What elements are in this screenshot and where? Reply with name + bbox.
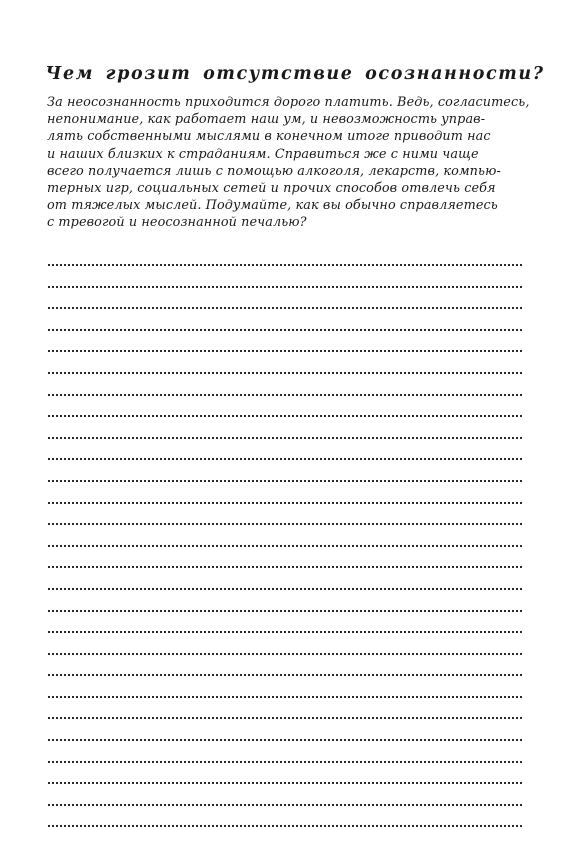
paragraph-line: За неосознанность приходится дорого платить. Ведь, согласитесь, [47, 95, 530, 110]
dotted-answer-line[interactable] [48, 588, 522, 590]
dotted-answer-line[interactable] [48, 804, 522, 806]
dotted-answer-line[interactable] [48, 480, 522, 482]
dotted-answer-line[interactable] [48, 286, 522, 288]
page-title: Чем грозит отсутствие осознанности? [45, 64, 545, 84]
dotted-answer-line[interactable] [48, 523, 522, 525]
paragraph-line: от тяжелых мыслей. Подумайте, как вы обычно справляетесь [47, 198, 498, 214]
paragraph-line: непонимание, как работает наш ум, и невозможность управ- [47, 112, 486, 128]
dotted-answer-line[interactable] [48, 458, 522, 460]
dotted-answer-line[interactable] [48, 653, 522, 655]
dotted-answer-line[interactable] [48, 502, 522, 504]
dotted-answer-line[interactable] [48, 350, 522, 352]
paragraph-line: лять собственными мыслями в конечном итоге приводит нас [47, 129, 491, 145]
dotted-answer-line[interactable] [48, 825, 522, 827]
answer-lines [48, 264, 522, 847]
dotted-answer-line[interactable] [48, 329, 522, 331]
dotted-answer-line[interactable] [48, 437, 522, 439]
dotted-answer-line[interactable] [48, 761, 522, 763]
dotted-answer-line[interactable] [48, 739, 522, 741]
dotted-answer-line[interactable] [48, 782, 522, 784]
dotted-answer-line[interactable] [48, 372, 522, 374]
dotted-answer-line[interactable] [48, 631, 522, 633]
prompt-paragraph [47, 94, 537, 232]
dotted-answer-line[interactable] [48, 674, 522, 676]
dotted-answer-line[interactable] [48, 394, 522, 396]
paragraph-line: всего получается лишь с помощью алкоголя, лекарств, компью- [47, 163, 501, 179]
dotted-answer-line[interactable] [48, 545, 522, 547]
dotted-answer-line[interactable] [48, 264, 522, 266]
paragraph-line: терных игр, социальных сетей и прочих способов отвлечь себя [47, 181, 496, 197]
dotted-answer-line[interactable] [48, 610, 522, 612]
dotted-answer-line[interactable] [48, 696, 522, 698]
dotted-answer-line[interactable] [48, 566, 522, 568]
paragraph-line: и наших близких к страданиям. Справиться же с ними чаще [47, 146, 479, 162]
dotted-answer-line[interactable] [48, 717, 522, 719]
dotted-answer-line[interactable] [48, 415, 522, 417]
dotted-answer-line[interactable] [48, 307, 522, 309]
paragraph-line: с тревогой и неосознанной печалью? [47, 215, 307, 231]
